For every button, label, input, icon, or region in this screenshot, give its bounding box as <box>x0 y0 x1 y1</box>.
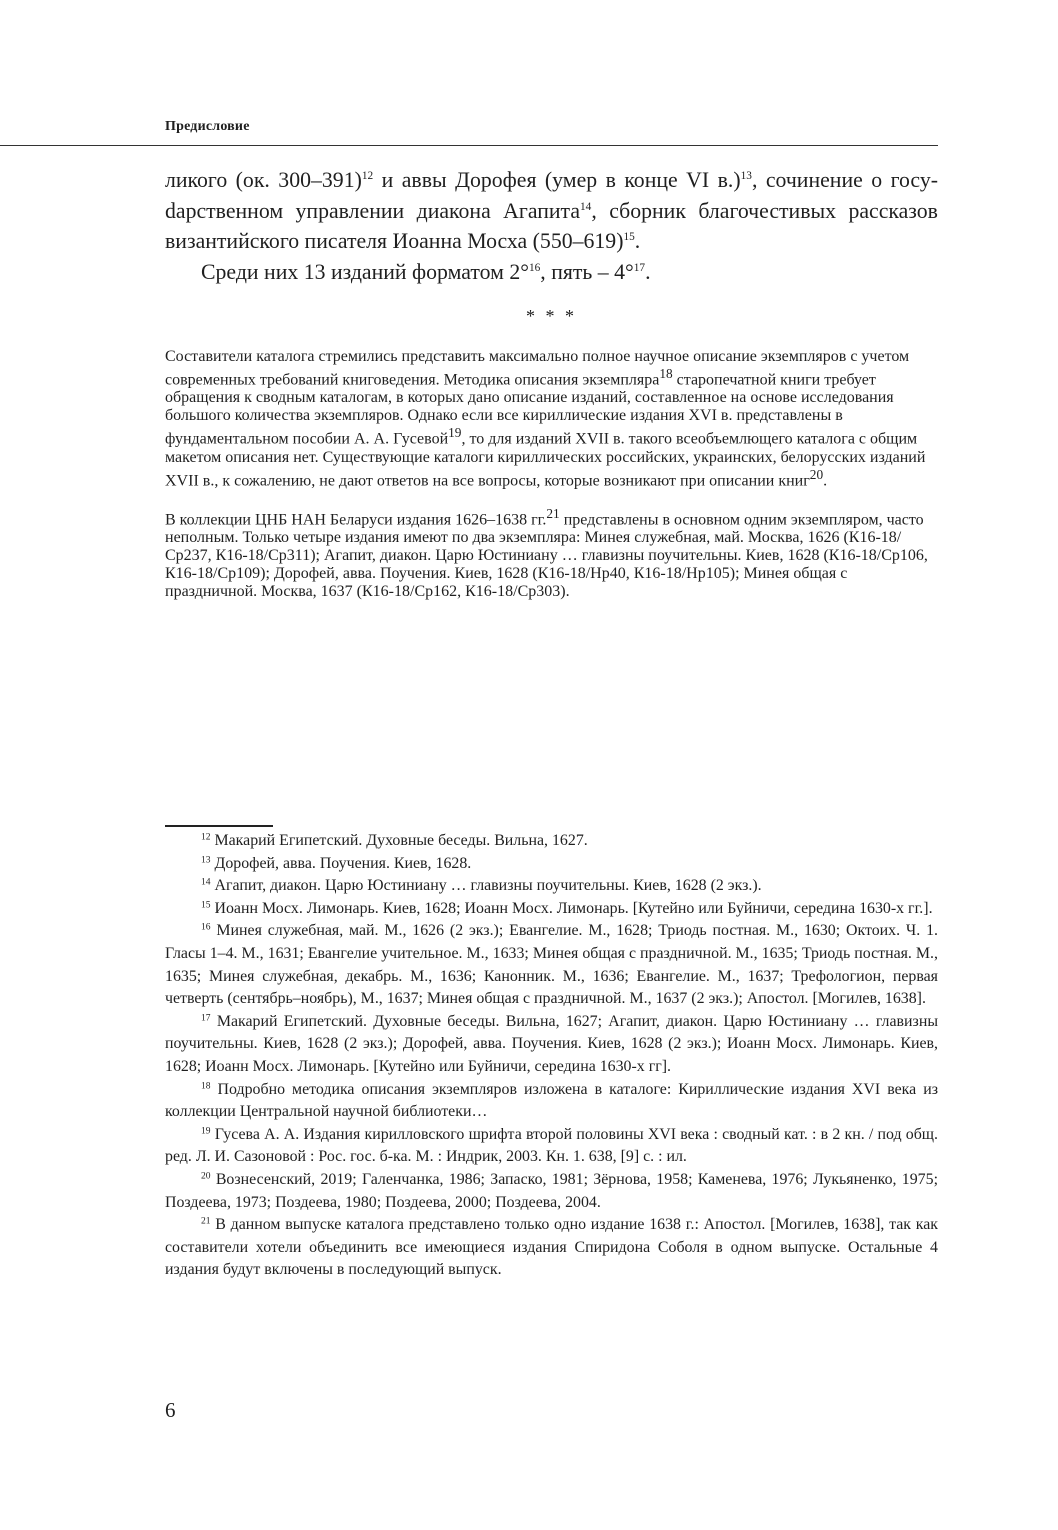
footnote-21: $^{21}$ В данном выпуске каталога представлено только одно издание 1638 г.: Апостол. [Могилев, 1638], так как составители хотели объединить все имеющиеся издания Спиридона Соболя в одном выпуске. Остальные 4 издания будут включены в последующий выпуск. <box>165 1215 938 1279</box>
footnote-15: $^{15}$ Иоанн Мосх. Лимонарь. Киев, 1628; Иоанн Мосх. Лимонарь. [Кутейно или Буйничи, середина 1630-х гг.]. <box>201 899 933 917</box>
section-separator: * * * <box>526 306 577 326</box>
paragraph-methodology: Составители каталога стремились представить максимально полное научное описание экземпляров с учетом современных требований книговедения. Методика описания экземпляра$^{18}$ старопечатной книги требует обращения к сводным каталогам, в которых дано описание изданий, составленное на основе исследования большого количества экземпляров. Однако если все кириллические издания XVI в. представлены в фундаментальном пособии А. А. Гусевой$^{19}$, то для изданий XVII в. такого всеобъемлющего каталога с общим макетом описания нет. Существующие каталоги кириллических российских, украинских, белорусских изданий XVII в., к сожалению, не дают ответов на все вопросы, которые возникают при описании книг$^{20}$. <box>165 348 926 489</box>
footnote-ref-19[interactable]: 19 <box>448 425 462 441</box>
footnote-20: $^{20}$ Вознесенский, 2019; Галенчанка, 1986; Запаско, 1981; Зёрнова, 1958; Каменева, 1976; Лукьяненко, 1975; Поздеева, 1973; Поздеева, 1980; Поздеева, 2000; Поздеева, 2004. <box>165 1170 938 1211</box>
running-head: Предисловие <box>165 119 250 134</box>
footnote-19: $^{19}$ Гусева А. А. Издания кирилловского шрифта второй половины XVI века : сводный кат. : в 2 кн. / под общ. ред. Л. И. Сазоновой : Рос. гос. б-ка. М. : Индрик, 2003. Кн. 1. 638, [9] с. : ил. <box>165 1125 938 1166</box>
footnote-13: $^{13}$ Дорофей, авва. Поучения. Киев, 1628. <box>201 853 472 872</box>
footnote-16: $^{16}$ Минея служебная, май. М., 1626 (2 экз.); Евангелие. М., 1628; Триодь постная. М., 1630; Октоих. Ч. 1. Гласы 1–4. М., 1631; Евангелие учительное. М., 1633; Минея общая с праздничной. М., 1635; Триодь постная. М., 1635; Минея служебная, декабрь. М., 1636; Канонник. М., 1636; Евангелие. М., 1637; Трефологион, первая четверть (сентябрь–ноябрь), М., 1637; Минея общая с праздничной. М., 1637 (2 экз.); Апостол. [Могилев, 1638]. <box>165 921 938 1008</box>
footnote-14: $^{14}$ Агапит, диакон. Царю Юстиниану … главизны поучительны. Киев, 1628 (2 экз.). <box>201 876 762 895</box>
main-text-body <box>165 332 938 617</box>
footnote-17: $^{17}$ Макарий Египетский. Духовные беседы. Вильна, 1627; Агапит, диакон. Царю Юстиниану … главизны поучительны. Киев, 1628 (2 экз.); Дорофей, авва. Поучения. Киев, 1628 (2 экз.); Иоанн Мосх. Лимонарь. Киев, 1628; Иоанн Мосх. Лимонарь. [Кутейно или Буйничи, середина 1630-х гг]. <box>165 1012 938 1075</box>
footnote-ref-21[interactable]: 21 <box>546 505 560 521</box>
header-rule <box>0 145 938 146</box>
paragraph-continuation: ликого (ок. 300–391)$^{12}$ и аввы Дорофея (умер в конце VI в.)$^{13}$, сочинение о госуdарственном управлении диакона Агапита$^{14}$, сборник благочестивых рассказов византийского писателя Иоанна Мосха $(550-619)^{15}$. <box>165 168 938 254</box>
footnote-18: $^{18}$ Подробно методика описания экземпляров изложена в каталоге: Кириллические издания XVI века из коллекции Центральной научной библиотеки… <box>165 1079 938 1121</box>
footnote-rule <box>165 825 273 827</box>
footnote-ref-20[interactable]: 20 <box>809 466 824 482</box>
footnotes <box>165 830 938 1282</box>
footnote-ref-17[interactable]: 17 <box>633 261 646 274</box>
footnote-ref-12[interactable]: 12 <box>361 169 374 182</box>
footnote-ref-14[interactable]: 14 <box>580 200 592 213</box>
footnote-ref-18[interactable]: 18 <box>659 366 673 381</box>
paragraph-collection: В коллекции ЦНБ НАН Беларуси издания 1626–1638 гг.$^{21}$ представлены в основном одним экземпляром, часто неполным. Только четыре издания имеют по два экземпляра: Минея служебная, май. Москва, 1626 (К16-18/Ср237, К16-18/Ср311); Агапит, диакон. Царю Юстиниану … главизны поучительны. Киев, 1628 (К16-18/Ср106, К16-18/Ср109); Дорофей, авва. Поучения. Киев, 1628 (К16-18/Нр40, К16-18/Нр105); Минея общая с праздничной. Москва, 1637 (К16-18/Ср162, К16-18/Ср303). <box>165 505 928 601</box>
paragraph-formats: Среди них 13 изданий форматом 2°$^{16}$, пять – 4°$^{17}$. <box>201 259 651 284</box>
footnote-ref-16[interactable]: 16 <box>528 261 541 274</box>
footnote-ref-13[interactable]: 13 <box>740 169 752 182</box>
footnote-12: $^{12}$ Макарий Египетский. Духовные беседы. Вильна, 1627. <box>201 831 588 849</box>
page-number: 6 <box>165 1398 176 1422</box>
footnote-ref-15[interactable]: 15 <box>623 231 635 244</box>
main-text-top <box>165 165 938 287</box>
